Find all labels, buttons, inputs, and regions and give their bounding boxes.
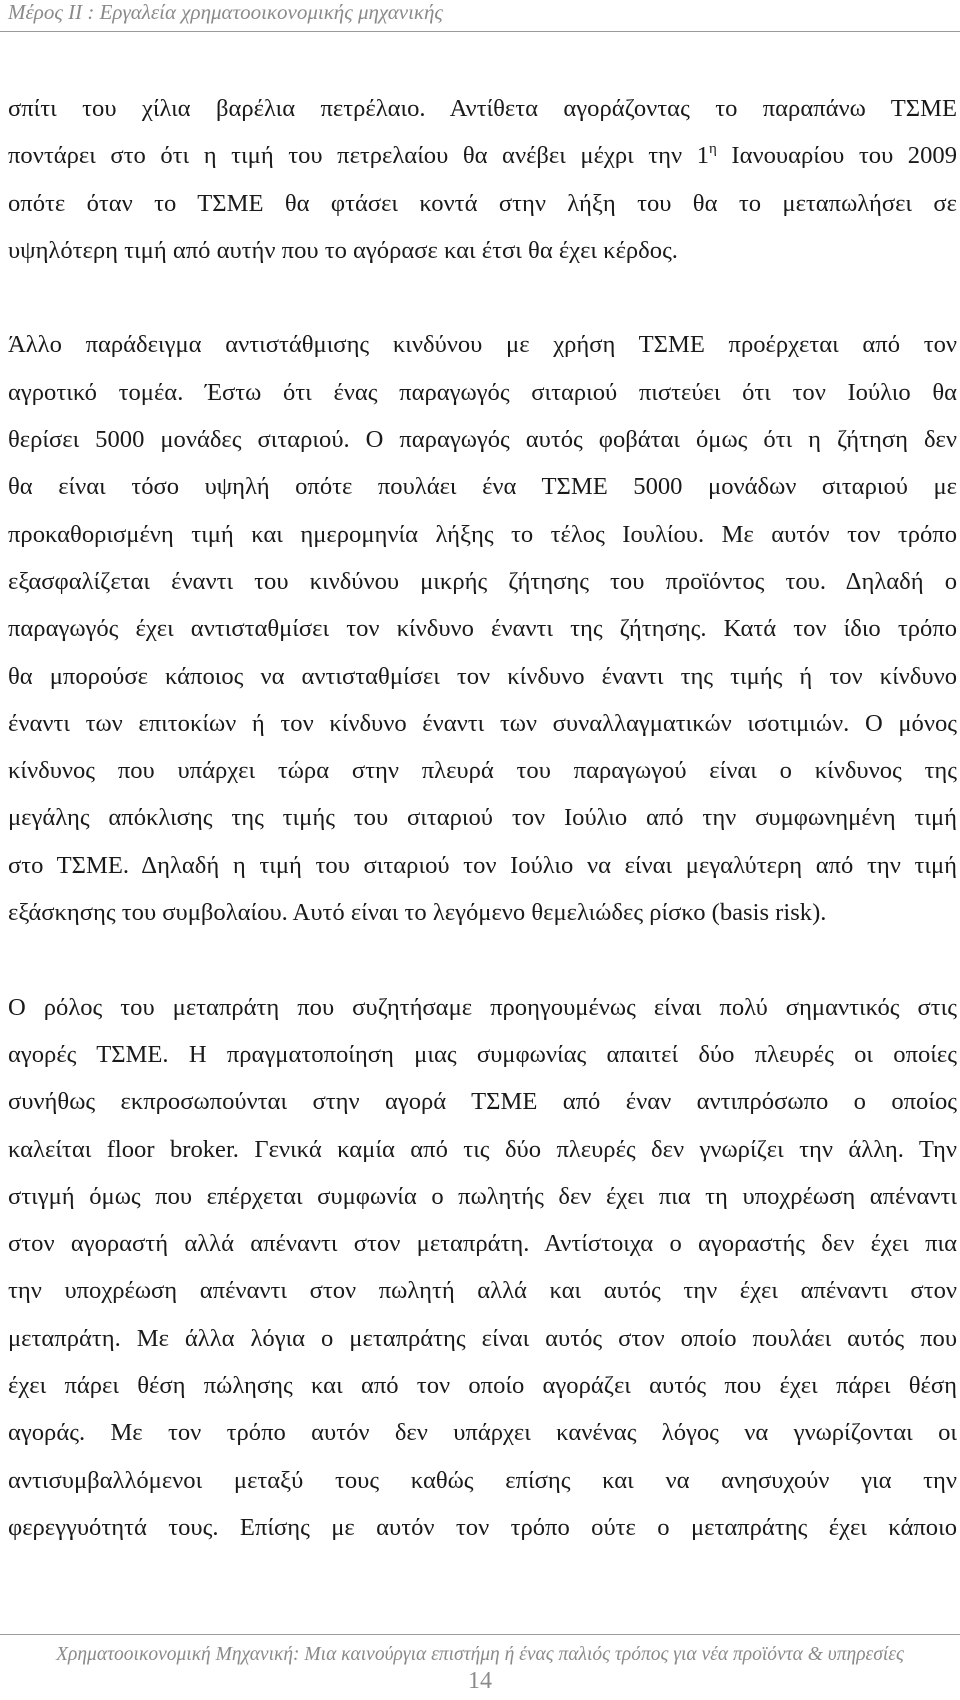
text-segment: Ιανουαρίου του 2009: [716, 142, 957, 170]
text-line: παραγωγός έχει αντισταθμίσει τον κίνδυνο έναντι της ζήτησης. Κατά τον ίδιο τρόπο: [8, 615, 957, 643]
page-number: 14: [468, 1668, 492, 1694]
text-line: προκαθορισμένη τιμή και ημερομηνία λήξης το τέλος Ιουλίου. Με αυτόν τον τρόπο: [8, 520, 957, 548]
text-line: κίνδυνος που υπάρχει τώρα στην πλευρά του παραγωγού είναι ο κίνδυνος της: [8, 757, 957, 785]
text-line: αγοράς. Με τον τρόπο αυτόν δεν υπάρχει κανένας λόγος να γνωρίζονται οι: [8, 1419, 957, 1447]
text-line: [8, 132, 957, 179]
paragraph-1: [8, 85, 957, 274]
text-line: μεγάλης απόκλισης της τιμής του σιταριού τον Ιούλιο από την συμφωνημένη τιμή: [8, 804, 957, 832]
text-line: αγορές ΤΣΜΕ. Η πραγματοποίηση μιας συμφωνίας απαιτεί δύο πλευρές οι οποίες: [8, 1040, 957, 1068]
text-line: φερεγγυότητά τους. Επίσης με αυτόν τον τρόπο ούτε ο μεταπράτης έχει κάποιο: [8, 1513, 957, 1541]
text-line: στον αγοραστή αλλά απέναντι στον μεταπράτη. Αντίστοιχα ο αγοραστής δεν έχει πια: [8, 1230, 957, 1258]
running-footer: Χρηματοοικονομική Μηχανική: Μια καινούργια επιστήμη ή ένας παλιός τρόπος για νέα προϊόντα & υπηρεσίες: [56, 1644, 904, 1665]
text-line: οπότε όταν το ΤΣΜΕ θα φτάσει κοντά στην λήξη του θα το μεταπωλήσει σε: [8, 189, 957, 217]
text-line: συνήθως εκπροσωπούνται στην αγορά ΤΣΜΕ από έναν αντιπρόσωπο ο οποίος: [8, 1088, 957, 1116]
text-line: θερίσει 5000 μονάδες σιταριού. Ο παραγωγός αυτός φοβάται όμως ότι η ζήτηση δεν: [8, 426, 957, 454]
text-line: την υποχρέωση απέναντι στον πωλητή αλλά και αυτός την έχει απέναντι στον: [8, 1277, 957, 1305]
header-divider: [0, 31, 960, 32]
paragraph-2: [8, 321, 957, 936]
text-line: σπίτι του χίλια βαρέλια πετρέλαιο. Αντίθετα αγοράζοντας το παραπάνω ΤΣΜΕ: [8, 95, 957, 122]
running-header: Μέρος ΙΙ : Εργαλεία χρηματοοικονομικής μηχανικής: [8, 0, 443, 24]
text-segment: ποντάρει στο ότι η τιμή του πετρελαίου θα ανέβει μέχρι την 1: [8, 142, 709, 170]
paragraph-3: [8, 984, 957, 1552]
text-line: μεταπράτη. Με άλλα λόγια ο μεταπράτης είναι αυτός στον οποίο πουλάει αυτός που: [8, 1324, 957, 1352]
text-line: θα είναι τόσο υψηλή οπότε πουλάει ένα ΤΣΜΕ 5000 μονάδων σιταριού με: [8, 473, 957, 501]
text-line: θα μπορούσε κάποιος να αντισταθμίσει τον κίνδυνο έναντι της τιμής ή τον κίνδυνο: [8, 662, 957, 690]
text-line: έχει πάρει θέση πώλησης και από τον οποίο αγοράζει αυτός που έχει πάρει θέση: [8, 1372, 957, 1400]
text-line: στο ΤΣΜΕ. Δηλαδή η τιμή του σιταριού τον Ιούλιο να είναι μεγαλύτερη από την τιμή: [8, 851, 957, 879]
text-line: καλείται floor broker. Γενικά καμία από τις δύο πλευρές δεν γνωρίζει την άλλη. Την: [8, 1135, 957, 1163]
text-line: Άλλο παράδειγμα αντιστάθμισης κινδύνου με χρήση ΤΣΜΕ προέρχεται από τον: [8, 331, 957, 359]
text-line: Ο ρόλος του μεταπράτη που συζητήσαμε προηγουμένως είναι πολύ σημαντικός στις: [8, 993, 957, 1021]
text-line: εξάσκησης του συμβολαίου. Αυτό είναι το λεγόμενο θεμελιώδες ρίσκο (basis risk).: [8, 899, 827, 927]
ordinal-superscript: η: [709, 141, 717, 158]
footer-divider: [0, 1634, 960, 1635]
text-line: αντισυμβαλλόμενοι μεταξύ τους καθώς επίσης και να ανησυχούν για την: [8, 1466, 957, 1494]
text-line: αγροτικό τομέα. Έστω ότι ένας παραγωγός σιταριού πιστεύει ότι τον Ιούλιο θα: [8, 378, 957, 406]
text-line: εξασφαλίζεται έναντι του κινδύνου μικρής ζήτησης του προϊόντος του. Δηλαδή ο: [8, 567, 957, 595]
document-body: [8, 85, 957, 1551]
text-line: έναντι των επιτοκίων ή τον κίνδυνο έναντι των συναλλαγματικών ισοτιμιών. Ο μόνος: [8, 709, 957, 737]
text-line: στιγμή όμως που επέρχεται συμφωνία ο πωλητής δεν έχει πια τη υποχρέωση απέναντι: [8, 1182, 957, 1210]
text-line: υψηλότερη τιμή από αυτήν που το αγόρασε και έτσι θα έχει κέρδος.: [8, 236, 678, 264]
